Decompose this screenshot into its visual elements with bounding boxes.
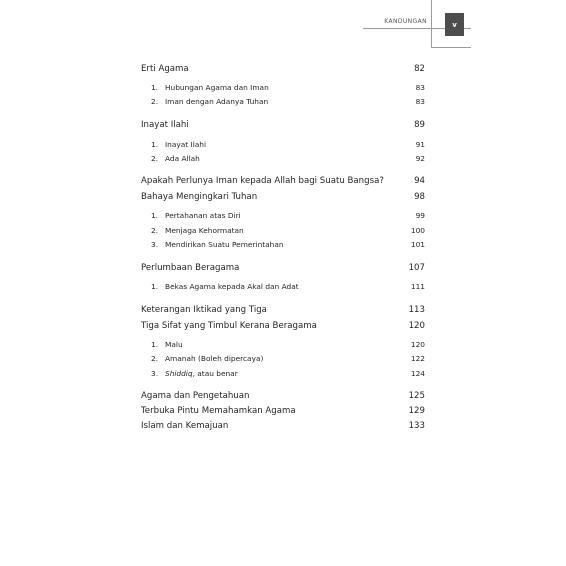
toc-entry[interactable] (141, 391, 425, 403)
toc-entry-title: Apakah Perlunya Iman kepada Allah bagi Suatu Bangsa? (141, 176, 384, 186)
toc-entry-title: Tiga Sifat yang Timbul Kerana Beragama (141, 321, 317, 331)
toc-subentry[interactable] (141, 354, 425, 366)
toc-subentry-title: Menjaga Kehormatan (165, 226, 244, 235)
toc-entry-page: 120 (408, 321, 425, 331)
toc-entry-page: 82 (414, 64, 425, 74)
toc-entry-page: 107 (408, 263, 425, 273)
toc-subentry-number: 3. (151, 369, 159, 378)
toc-subentry-page: 91 (415, 140, 425, 149)
toc-subentry[interactable] (141, 226, 425, 238)
toc-subentry-page: 120 (410, 340, 425, 349)
toc-entry[interactable] (141, 406, 425, 418)
toc-entry-page: 113 (408, 305, 425, 315)
toc-subentry-page: 100 (410, 226, 425, 235)
toc-entry-page: 125 (408, 391, 425, 401)
toc-subentry-page: 111 (410, 282, 425, 291)
toc-subentry-title: Pertahanan atas Diri (165, 211, 241, 220)
toc-entry-page: 94 (414, 176, 425, 186)
toc-subentry-title: Malu (165, 340, 183, 349)
toc-entry-title: Islam dan Kemajuan (141, 421, 229, 431)
toc-subentry-number: 1. (151, 83, 159, 92)
toc-subentry[interactable] (141, 140, 425, 152)
toc-entry-title: Inayat Ilahi (141, 120, 189, 130)
toc-entry-page: 98 (414, 192, 425, 202)
toc-subentry[interactable] (141, 240, 425, 252)
toc-entry-title: Erti Agama (141, 64, 189, 74)
toc-subentry-page: 83 (415, 97, 425, 106)
toc-entry-page: 133 (408, 421, 425, 431)
toc-entry-page: 129 (408, 406, 425, 416)
toc-subentry[interactable] (141, 154, 425, 166)
toc-entry-title: Keterangan Iktikad yang Tiga (141, 305, 267, 315)
toc-entry-title: Bahaya Mengingkari Tuhan (141, 192, 258, 202)
toc-subentry-page: 99 (415, 211, 425, 220)
toc-subentry-number: 1. (151, 282, 159, 291)
toc-subentry-number: 3. (151, 240, 159, 249)
toc-subentry-title: Amanah (Boleh dipercaya) (165, 354, 264, 363)
toc-subentry[interactable] (141, 369, 425, 381)
toc-subentry-page: 92 (415, 154, 425, 163)
toc-entry[interactable] (141, 176, 425, 188)
page-number-box: v (445, 13, 464, 36)
toc-entry[interactable] (141, 192, 425, 204)
toc-subentry-title: Inayat Ilahi (165, 140, 207, 149)
toc-entry-title: Agama dan Pengetahuan (141, 391, 250, 401)
toc-subentry-title: Iman dengan Adanya Tuhan (165, 97, 269, 106)
toc-subentry-title: Mendirikan Suatu Pemerintahan (165, 240, 284, 249)
toc-subentry-number: 1. (151, 211, 159, 220)
toc-entry-page: 89 (414, 120, 425, 130)
toc-subentry-title-wrapper (165, 369, 238, 378)
toc-subentry-page: 83 (415, 83, 425, 92)
toc-subentry-title: Bekas Agama kepada Akal dan Adat (165, 282, 299, 291)
toc-subentry-page: 122 (410, 354, 425, 363)
toc-subentry-number: 2. (151, 354, 159, 363)
toc-subentry-page: 101 (410, 240, 425, 249)
toc-entry-title: Terbuka Pintu Memahamkan Agama (141, 406, 296, 416)
toc-entry[interactable] (141, 421, 425, 433)
running-header-title: KANDUNGAN (384, 18, 427, 25)
toc-entry[interactable] (141, 263, 425, 275)
toc-entry[interactable] (141, 120, 425, 132)
toc-subentry[interactable] (141, 97, 425, 109)
toc-subentry-number: 2. (151, 154, 159, 163)
toc-subentry-title: Ada Allah (165, 154, 200, 163)
toc-entry-title: Perlumbaan Beragama (141, 263, 240, 273)
toc-entry[interactable] (141, 305, 425, 317)
toc-subentry[interactable] (141, 282, 425, 294)
toc-subentry[interactable] (141, 211, 425, 223)
toc-subentry-title-italic: Shiddiq (165, 369, 193, 378)
toc-subentry-number: 2. (151, 226, 159, 235)
toc-subentry-title: , atau benar (192, 369, 238, 378)
toc-entry[interactable] (141, 64, 425, 76)
toc-entry[interactable] (141, 321, 425, 333)
toc-subentry-title: Hubungan Agama dan Iman (165, 83, 269, 92)
toc-subentry-page: 124 (410, 369, 425, 378)
toc-subentry-number: 2. (151, 97, 159, 106)
toc-subentry-number: 1. (151, 340, 159, 349)
toc-subentry[interactable] (141, 83, 425, 95)
toc-subentry[interactable] (141, 340, 425, 352)
toc-subentry-number: 1. (151, 140, 159, 149)
